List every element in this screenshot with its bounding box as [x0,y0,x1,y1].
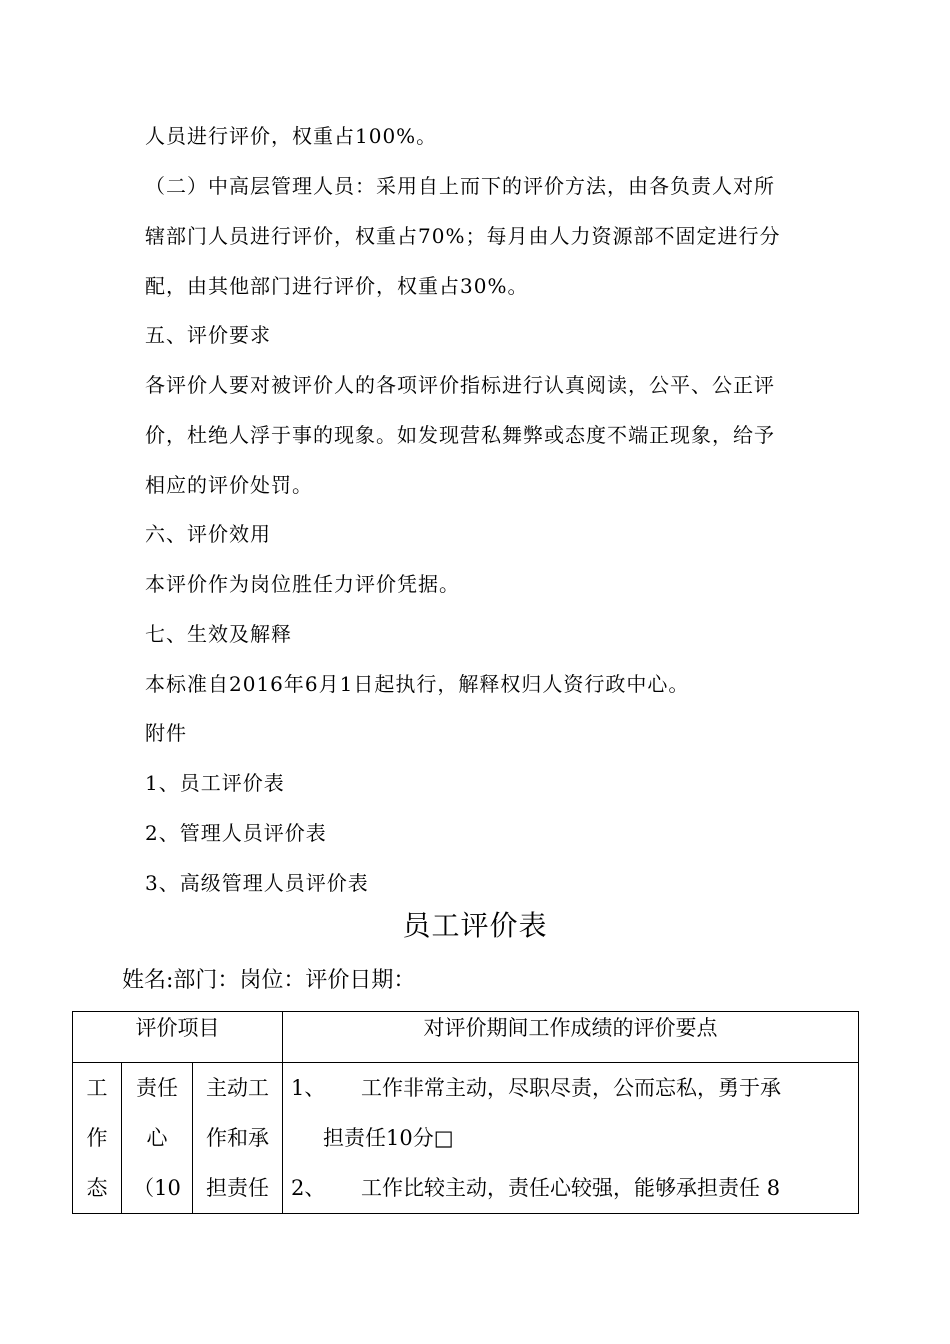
section-heading: 五、评价要求 [145,323,271,347]
criterion-cell [193,1063,283,1214]
item-text: 工作比较主动，责任心较强，能够承担责任 8 [361,1176,781,1200]
attachment-item: 3、高级管理人员评价表 [145,871,369,895]
cell-text: 主动工 [206,1076,269,1100]
paragraph-line: 各评价人要对被评价人的各项评价指标进行认真阅读，公平、公正评 [145,373,775,397]
category-cell [73,1063,122,1214]
cell-text: （10 [133,1176,181,1200]
cell-text: 作和承 [206,1126,269,1150]
cell-text: 作 [86,1126,108,1150]
requirements-cell [283,1063,859,1214]
paragraph-line: 价，杜绝人浮于事的现象。如发现营私舞弊或态度不端正现象，给予 [145,423,775,447]
paragraph-line: （二）中高层管理人员：采用自上而下的评价方法，由各负责人对所 [145,174,775,198]
form-title: 员工评价表 [402,909,548,942]
evaluation-table [72,1011,859,1214]
paragraph-line: 辖部门人员进行评价，权重占70%；每月由人力资源部不固定进行分 [145,224,781,248]
requirement-continuation: 担责任10分□ [323,1126,454,1150]
section-heading: 六、评价效用 [145,522,271,546]
table-row [73,1063,859,1214]
paragraph-line: 配，由其他部门进行评价，权重占30%。 [145,274,529,298]
attachment-item: 1、员工评价表 [145,771,285,795]
requirement-item [291,1063,848,1113]
subcategory-cell [122,1063,193,1214]
item-number: 2、 [291,1176,326,1200]
cell-text: 心 [146,1126,168,1150]
table-header-row [73,1012,859,1063]
cell-text: 责任 [136,1076,178,1100]
paragraph-line: 本评价作为岗位胜任力评价凭据。 [145,572,460,596]
attachment-item: 2、管理人员评价表 [145,821,327,845]
paragraph-line: 本标准自2016年6月1日起执行，解释权归人资行政中心。 [145,672,690,696]
requirement-item [291,1163,848,1213]
section-heading: 七、生效及解释 [145,622,292,646]
paragraph-line: 人员进行评价，权重占100%。 [145,124,438,148]
cell-text: 担责任 [206,1176,269,1200]
item-text: 工作非常主动，尽职尽责，公而忘私，勇于承 [361,1076,782,1100]
paragraph-line: 相应的评价处罚。 [145,473,313,497]
item-number: 1、 [291,1076,326,1100]
attachment-heading: 附件 [145,721,187,745]
cell-text: 态 [86,1176,108,1200]
cell-text: 工 [86,1076,108,1100]
header-item-cell: 评价项目 [73,1012,283,1063]
form-meta-line: 姓名:部门：岗位：评价日期： [122,968,416,993]
header-points-cell: 对评价期间工作成绩的评价要点 [283,1012,859,1063]
